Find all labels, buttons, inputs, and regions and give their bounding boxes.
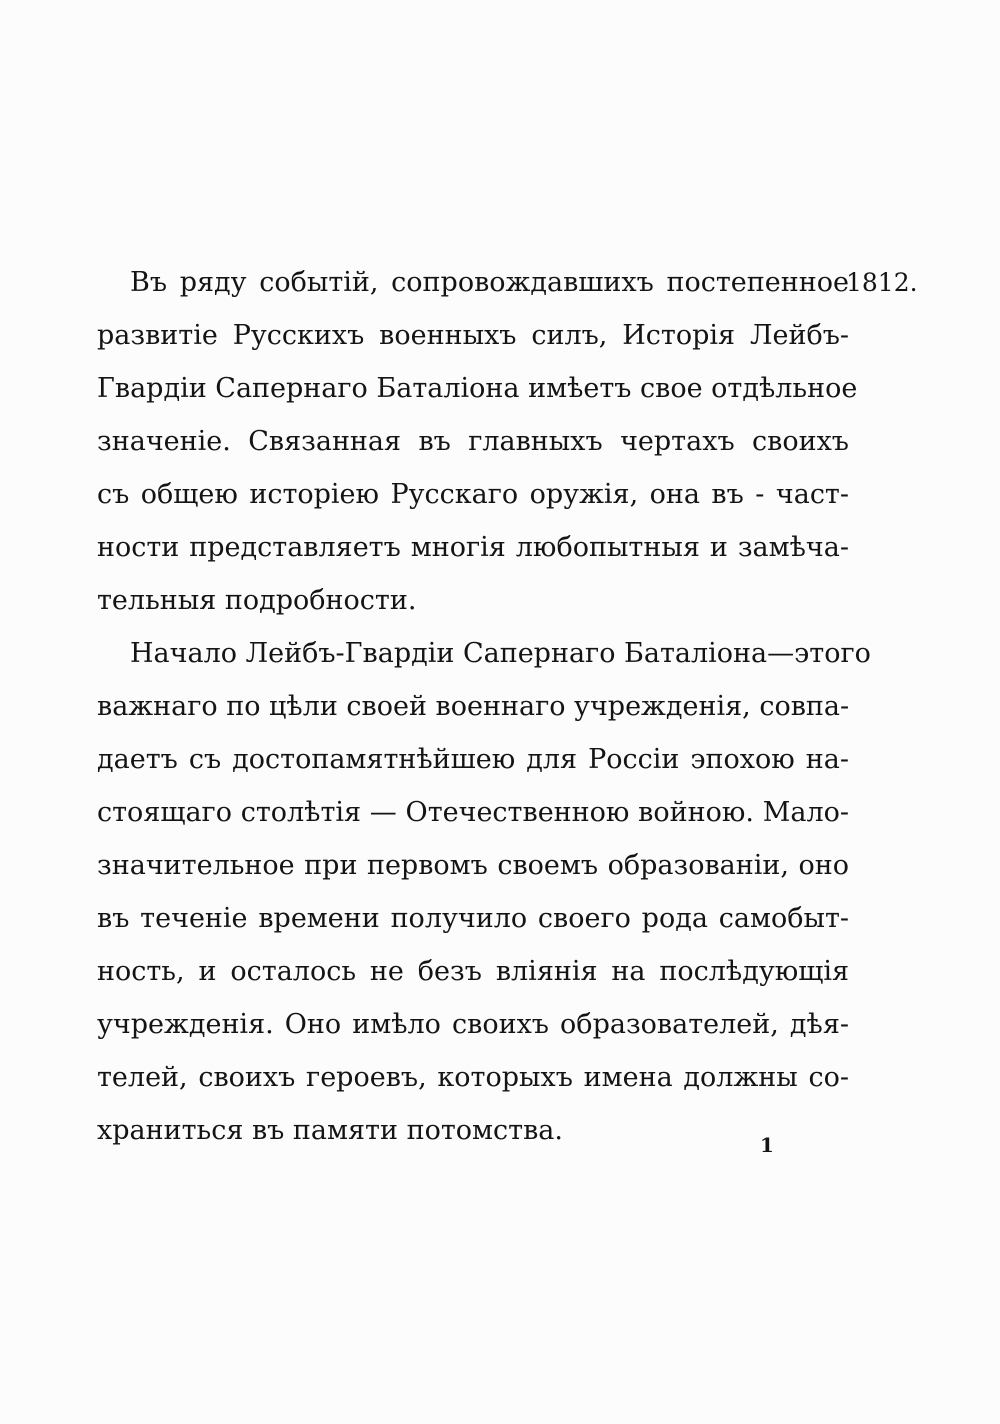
text-line: тельныя подробности. — [97, 585, 417, 616]
text-line: значеніе. Связанная въ главныхъ чертахъ своихъ — [97, 426, 849, 457]
text-line: съ общею исторіею Русскаго оружія, она въ - част- — [97, 479, 849, 510]
text-line: Гвардіи Сапернаго Баталіона имѣетъ свое отдѣльное — [97, 373, 858, 404]
text-line: телей, своихъ героевъ, которыхъ имена должны со- — [97, 1062, 849, 1093]
text-line: учрежденія. Оно имѣло своихъ образователей, дѣя- — [97, 1009, 849, 1040]
paragraph-1 — [97, 256, 858, 627]
margin-year-note: 1812. — [846, 268, 918, 297]
text-line: Въ ряду событій, сопровождавшихъ постепенное — [130, 267, 849, 298]
signature-mark: 1 — [760, 1133, 774, 1157]
text-line: храниться въ памяти потомства. — [97, 1115, 563, 1146]
text-line: развитіе Русскихъ военныхъ силъ, Исторія Лейбъ- — [97, 320, 849, 351]
text-line: ности представляетъ многія любопытныя и замѣча- — [97, 532, 849, 563]
paragraph-2 — [97, 627, 871, 1157]
text-line: важнаго по цѣли своей военнаго учрежденія, совпа- — [97, 691, 850, 722]
text-line: ность, и осталось не безъ вліянія на послѣдующія — [97, 956, 849, 987]
body-text — [97, 256, 871, 1157]
text-line: стоящаго столѣтія — Отечественною войною. Мало- — [97, 797, 849, 828]
text-line: даетъ съ достопамятнѣйшею для Россіи эпохою на- — [97, 744, 849, 775]
text-line: значительное при первомъ своемъ образованіи, оно — [97, 850, 849, 881]
text-line: въ теченіе времени получило своего рода самобыт- — [97, 903, 849, 934]
text-line: Начало Лейбъ-Гвардіи Сапернаго Баталіона—этого — [130, 638, 871, 669]
